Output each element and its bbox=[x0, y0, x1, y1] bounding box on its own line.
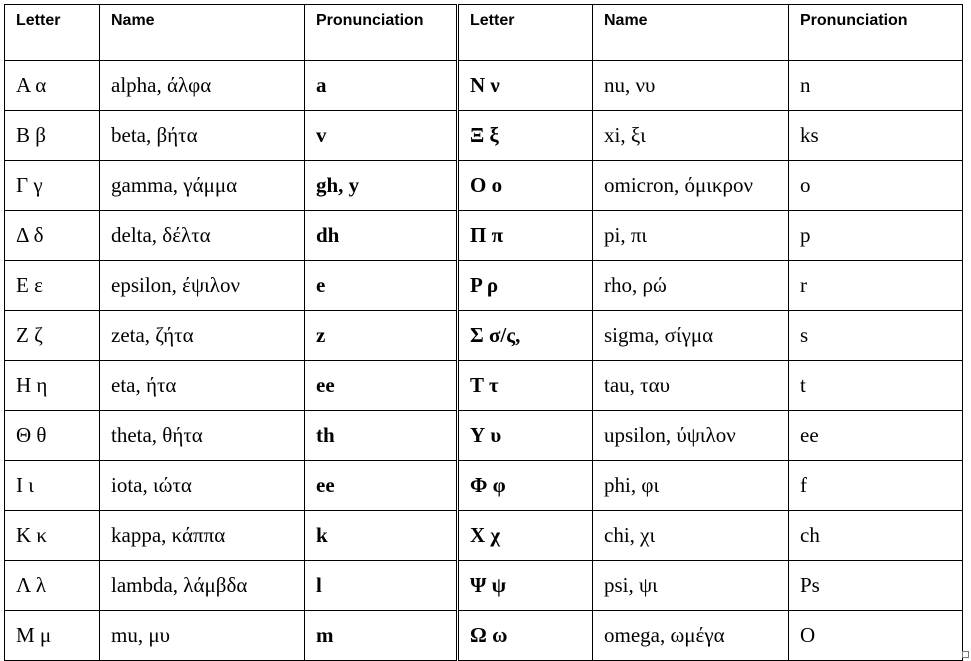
name-left: lambda, λάμβδα bbox=[100, 561, 305, 611]
letter-left: Ε ε bbox=[5, 261, 100, 311]
name-right: upsilon, ύψιλον bbox=[593, 411, 789, 461]
pronunciation-right: t bbox=[789, 361, 963, 411]
name-right: psi, ψι bbox=[593, 561, 789, 611]
pronunciation-left: a bbox=[305, 61, 458, 111]
pronunciation-right: o bbox=[789, 161, 963, 211]
pronunciation-right: O bbox=[789, 611, 963, 661]
table-row bbox=[5, 511, 963, 561]
pronunciation-right: s bbox=[789, 311, 963, 361]
table-body bbox=[5, 61, 963, 661]
pronunciation-right: ee bbox=[789, 411, 963, 461]
name-left: delta, δέλτα bbox=[100, 211, 305, 261]
table-row bbox=[5, 61, 963, 111]
table-row bbox=[5, 361, 963, 411]
name-right: tau, ταυ bbox=[593, 361, 789, 411]
table-row bbox=[5, 111, 963, 161]
letter-right: Χ χ bbox=[458, 511, 593, 561]
table-row bbox=[5, 211, 963, 261]
pronunciation-left: th bbox=[305, 411, 458, 461]
pronunciation-right: ch bbox=[789, 511, 963, 561]
name-right: rho, ρώ bbox=[593, 261, 789, 311]
letter-right: Τ τ bbox=[458, 361, 593, 411]
header-name-right: Name bbox=[593, 5, 789, 61]
name-left: eta, ήτα bbox=[100, 361, 305, 411]
pronunciation-left: e bbox=[305, 261, 458, 311]
table-row bbox=[5, 161, 963, 211]
pronunciation-right: ks bbox=[789, 111, 963, 161]
header-pronunciation-right: Pronunciation bbox=[789, 5, 963, 61]
pronunciation-left: gh, y bbox=[305, 161, 458, 211]
pronunciation-left: z bbox=[305, 311, 458, 361]
header-letter-left: Letter bbox=[5, 5, 100, 61]
name-right: pi, πι bbox=[593, 211, 789, 261]
name-right: sigma, σίγμα bbox=[593, 311, 789, 361]
letter-right: Φ φ bbox=[458, 461, 593, 511]
letter-right: Ο ο bbox=[458, 161, 593, 211]
letter-right: Σ σ/ς, bbox=[458, 311, 593, 361]
pronunciation-left: k bbox=[305, 511, 458, 561]
table-row bbox=[5, 311, 963, 361]
pronunciation-right: n bbox=[789, 61, 963, 111]
letter-left: Α α bbox=[5, 61, 100, 111]
name-left: alpha, άλφα bbox=[100, 61, 305, 111]
table-row bbox=[5, 411, 963, 461]
header-row bbox=[5, 5, 963, 61]
name-left: gamma, γάμμα bbox=[100, 161, 305, 211]
name-left: zeta, ζήτα bbox=[100, 311, 305, 361]
pronunciation-left: l bbox=[305, 561, 458, 611]
header-name-left: Name bbox=[100, 5, 305, 61]
letter-left: Κ κ bbox=[5, 511, 100, 561]
name-left: epsilon, έψιλον bbox=[100, 261, 305, 311]
pronunciation-left: ee bbox=[305, 461, 458, 511]
letter-left: Ι ι bbox=[5, 461, 100, 511]
name-right: chi, χι bbox=[593, 511, 789, 561]
header-pronunciation-left: Pronunciation bbox=[305, 5, 458, 61]
letter-right: Ρ ρ bbox=[458, 261, 593, 311]
letter-left: Ζ ζ bbox=[5, 311, 100, 361]
name-left: theta, θήτα bbox=[100, 411, 305, 461]
letter-left: Γ γ bbox=[5, 161, 100, 211]
name-left: beta, βήτα bbox=[100, 111, 305, 161]
letter-right: Π π bbox=[458, 211, 593, 261]
letter-left: Β β bbox=[5, 111, 100, 161]
letter-left: Δ δ bbox=[5, 211, 100, 261]
letter-right: Ω ω bbox=[458, 611, 593, 661]
pronunciation-right: Ps bbox=[789, 561, 963, 611]
name-left: iota, ιώτα bbox=[100, 461, 305, 511]
name-right: nu, νυ bbox=[593, 61, 789, 111]
pronunciation-right: f bbox=[789, 461, 963, 511]
table-row bbox=[5, 611, 963, 661]
letter-left: Η η bbox=[5, 361, 100, 411]
pronunciation-left: ee bbox=[305, 361, 458, 411]
name-right: omega, ωμέγα bbox=[593, 611, 789, 661]
header-letter-right: Letter bbox=[458, 5, 593, 61]
name-right: omicron, όμικρον bbox=[593, 161, 789, 211]
letter-right: Υ υ bbox=[458, 411, 593, 461]
name-left: mu, μυ bbox=[100, 611, 305, 661]
letter-left: Θ θ bbox=[5, 411, 100, 461]
pronunciation-left: m bbox=[305, 611, 458, 661]
letter-left: Μ μ bbox=[5, 611, 100, 661]
letter-left: Λ λ bbox=[5, 561, 100, 611]
table-resize-handle[interactable] bbox=[962, 651, 969, 658]
table-row bbox=[5, 261, 963, 311]
name-right: xi, ξι bbox=[593, 111, 789, 161]
letter-right: Ν ν bbox=[458, 61, 593, 111]
name-left: kappa, κάππα bbox=[100, 511, 305, 561]
greek-alphabet-table bbox=[4, 4, 963, 661]
name-right: phi, φι bbox=[593, 461, 789, 511]
letter-right: Ψ ψ bbox=[458, 561, 593, 611]
pronunciation-left: v bbox=[305, 111, 458, 161]
pronunciation-left: dh bbox=[305, 211, 458, 261]
table-row bbox=[5, 561, 963, 611]
table-row bbox=[5, 461, 963, 511]
letter-right: Ξ ξ bbox=[458, 111, 593, 161]
pronunciation-right: p bbox=[789, 211, 963, 261]
pronunciation-right: r bbox=[789, 261, 963, 311]
